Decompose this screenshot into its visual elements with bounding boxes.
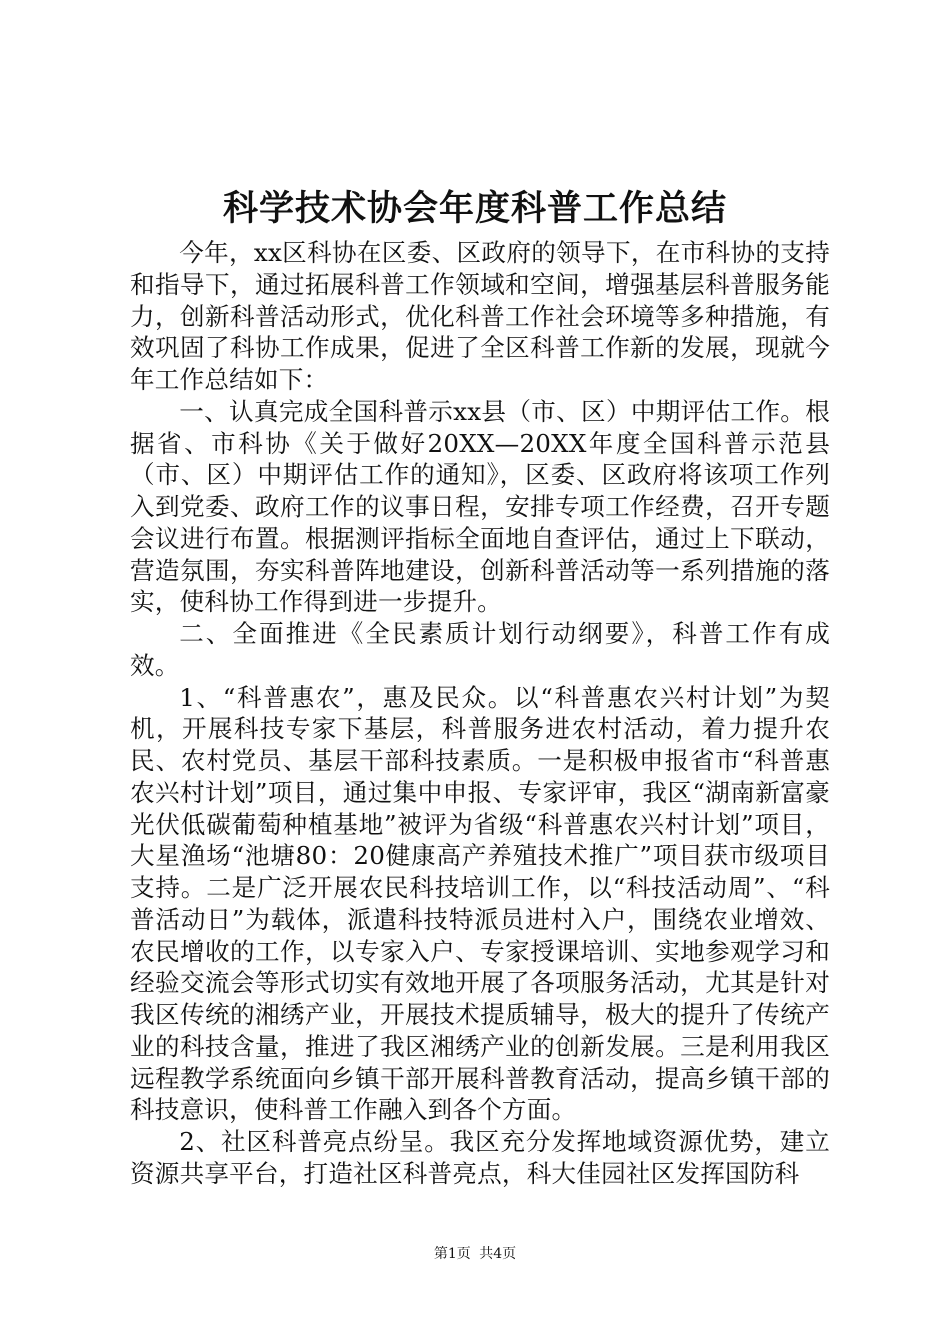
- paragraph-item-1: 1、“科普惠农”，惠及民众。以“科普惠农兴村计划”为契机，开展科技专家下基层，科普服务进农村活动，着力提升农民、农村党员、基层干部科技素质。一是积极申报省市“科普惠农兴村计划”项目，通过集中申报、专家评审，我区“湖南新富豪光伏低碳葡萄种植基地”被评为省级“科普惠农兴村计划”项目，大星渔场“池塘80：20健康高产养殖技术推广”项目获市级项目支持。二是广泛开展农民科技培训工作，以“科技活动周”、“科普活动日”为载体，派遣科技特派员进村入户，围绕农业增效、农民增收的工作，以专家入户、专家授课培训、实地参观学习和经验交流会等形式切实有效地开展了各项服务活动，尤其是针对我区传统的湘绣产业，开展技术提质辅导，极大的提升了传统产业的科技含量，推进了我区湘绣产业的创新发展。三是利用我区远程教学系统面向乡镇干部开展科普教育活动，提高乡镇干部的科技意识，使科普工作融入到各个方面。: [130, 682, 830, 1125]
- document-body: [130, 237, 830, 1190]
- paragraph-intro: 今年，xx区科协在区委、区政府的领导下，在市科协的支持和指导下，通过拓展科普工作领域和空间，增强基层科普服务能力，创新科普活动形式，优化科普工作社会环境等多种措施，有效巩固了科协工作成果，促进了全区科普工作新的发展，现就今年工作总结如下：: [130, 238, 830, 394]
- paragraph-section-1: 一、认真完成全国科普示xx县（市、区）中期评估工作。根据省、市科协《关于做好20XX—20XX年度全国科普示范县（市、区）中期评估工作的通知》，区委、区政府将该项工作列入到党委、政府工作的议事日程，安排专项工作经费，召开专题会议进行布置。根据测评指标全面地自查评估，通过上下联动，营造氛围，夯实科普阵地建设，创新科普活动等一系列措施的落实，使科协工作得到进一步提升。: [130, 396, 830, 617]
- paragraph-item-2: 2、社区科普亮点纷呈。我区充分发挥地域资源优势，建立资源共享平台，打造社区科普亮点，科大佳园社区发挥国防科: [130, 1127, 830, 1188]
- paragraph-section-2: 二、全面推进《全民素质计划行动纲要》，科普工作有成效。: [130, 619, 830, 680]
- page-footer: 第1页 共4页: [433, 1246, 517, 1262]
- document-title: 科学技术协会年度科普工作总结: [222, 189, 727, 229]
